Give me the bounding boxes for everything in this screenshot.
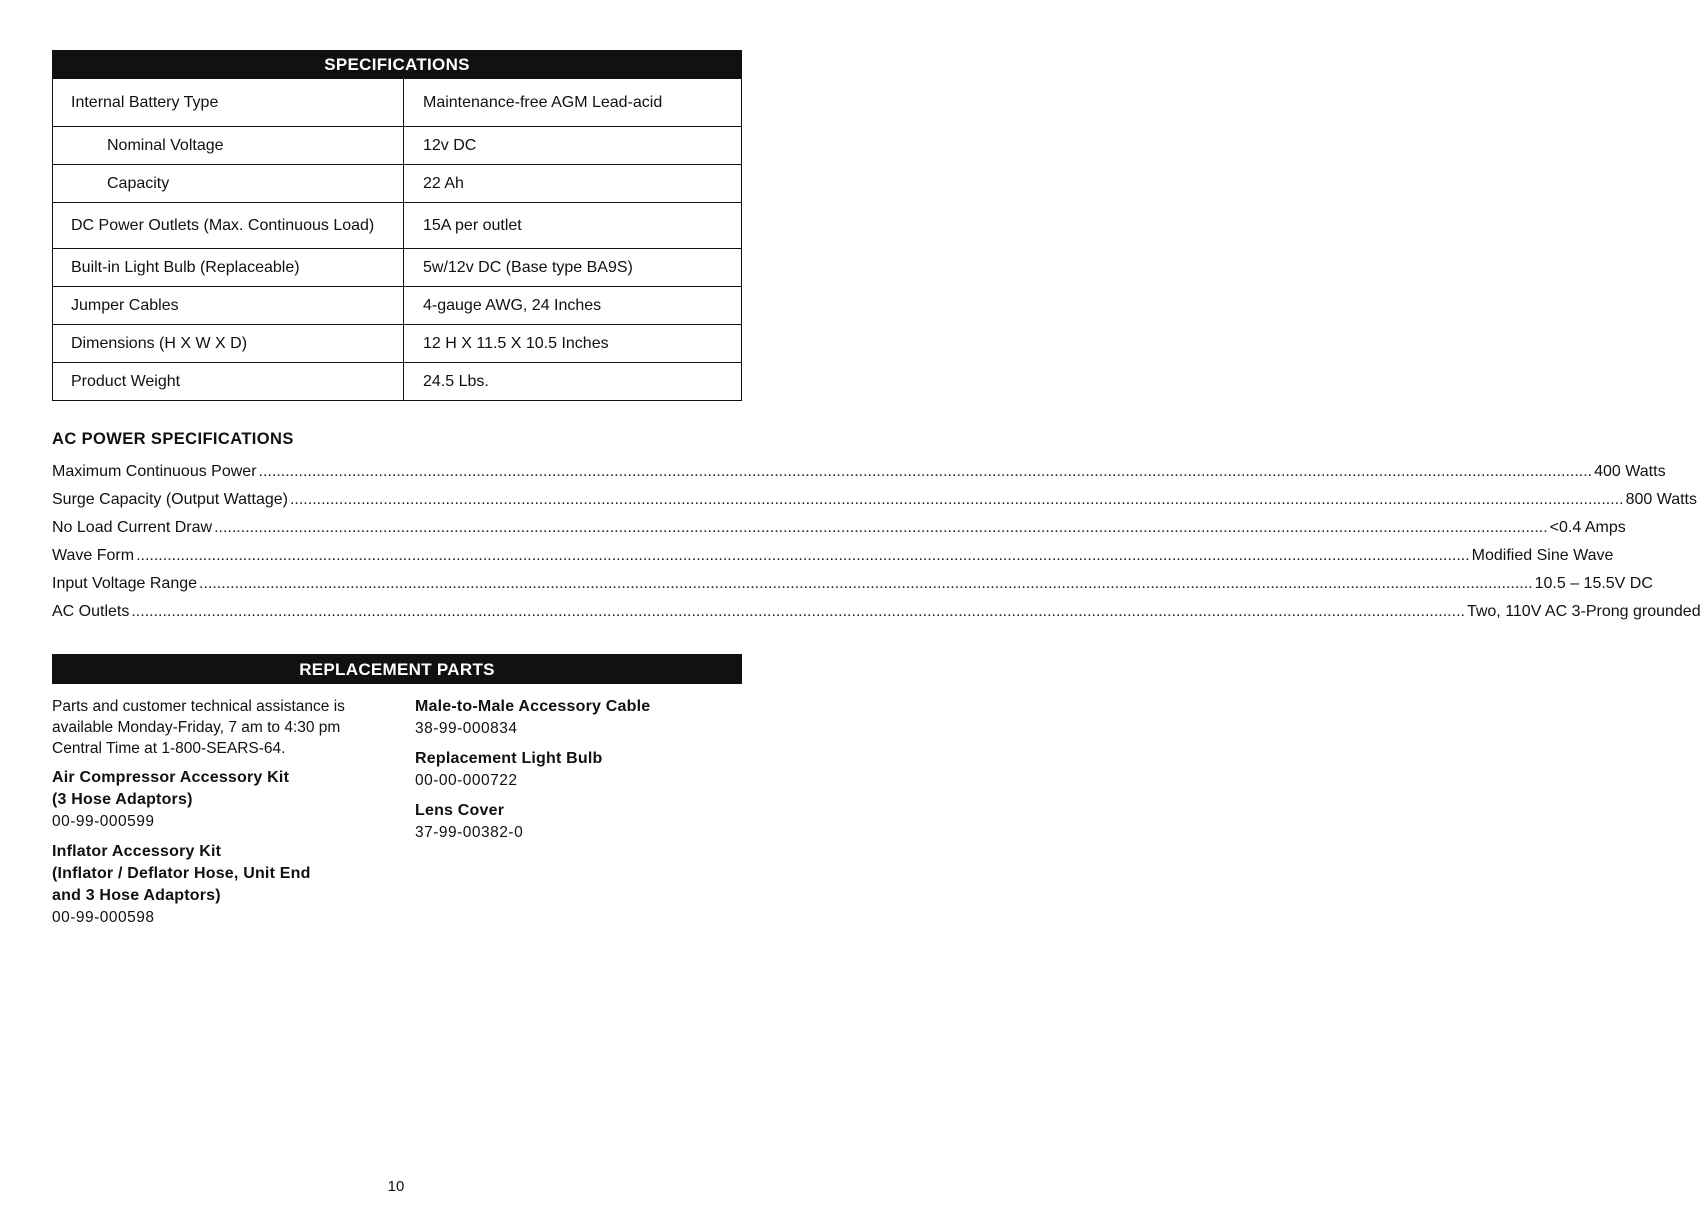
ac-power-row <box>52 598 1701 626</box>
part-item <box>415 748 735 792</box>
spec-label: Product Weight <box>53 363 404 401</box>
ac-power-row <box>52 486 1697 514</box>
part-item <box>52 767 392 833</box>
dot-leader: ............................................................................................................................................................................................................................................................................................................ <box>214 519 1548 536</box>
ac-power-label: Surge Capacity (Output Wattage) <box>52 491 288 508</box>
part-name: (3 Hose Adaptors) <box>52 791 193 808</box>
spec-row <box>53 325 742 363</box>
ac-power-value: 800 Watts <box>1625 491 1697 508</box>
spec-value: 4-gauge AWG, 24 Inches <box>404 287 742 325</box>
assistance-intro: Parts and customer technical assistance is available Monday-Friday, 7 am to 4:30 pm Central Time at 1-800-SEARS-64. <box>52 698 345 757</box>
ac-power-row <box>52 514 1626 542</box>
specifications-table <box>52 78 742 401</box>
replacement-parts-right-column <box>415 696 735 844</box>
part-name: and 3 Hose Adaptors) <box>52 887 221 904</box>
dot-leader: ............................................................................................................................................................................................................................................................................................................ <box>289 491 1624 508</box>
part-name: Lens Cover <box>415 802 505 819</box>
ac-power-row <box>52 570 1653 598</box>
dot-leader: ............................................................................................................................................................................................................................................................................................................ <box>258 463 1593 480</box>
replacement-parts-left-column <box>52 696 392 929</box>
ac-power-value: Two, 110V AC 3-Prong grounded <box>1466 603 1701 620</box>
ac-power-value: 400 Watts <box>1594 463 1666 480</box>
part-name: Air Compressor Accessory Kit <box>52 769 290 786</box>
spec-label: Nominal Voltage <box>53 127 404 165</box>
part-number: 37-99-00382-0 <box>415 824 524 841</box>
part-item <box>52 841 392 929</box>
spec-value: 24.5 Lbs. <box>404 363 742 401</box>
specifications-header: SPECIFICATIONS <box>52 50 742 78</box>
ac-power-label: Maximum Continuous Power <box>52 463 257 480</box>
ac-power-title: AC POWER SPECIFICATIONS <box>52 430 294 448</box>
part-item <box>415 800 735 844</box>
ac-power-label: Input Voltage Range <box>52 575 198 592</box>
spec-label: Jumper Cables <box>53 287 404 325</box>
ac-power-label: AC Outlets <box>52 603 130 620</box>
spec-value: 12 H X 11.5 X 10.5 Inches <box>404 325 742 363</box>
ac-power-value: Modified Sine Wave <box>1471 547 1614 564</box>
spec-value: Maintenance-free AGM Lead-acid <box>404 79 742 127</box>
part-number: 00-00-000722 <box>415 772 518 789</box>
replacement-parts-header: REPLACEMENT PARTS <box>52 654 742 684</box>
dot-leader: ............................................................................................................................................................................................................................................................................................................ <box>136 547 1470 564</box>
dot-leader: ............................................................................................................................................................................................................................................................................................................ <box>199 575 1533 592</box>
spec-label: Dimensions (H X W X D) <box>53 325 404 363</box>
spec-row <box>53 203 742 249</box>
spec-label: Internal Battery Type <box>53 79 404 127</box>
ac-power-row <box>52 458 1666 486</box>
part-name: Inflator Accessory Kit <box>52 843 222 860</box>
ac-power-row <box>52 542 1614 570</box>
spec-row <box>53 287 742 325</box>
spec-label: DC Power Outlets (Max. Continuous Load) <box>53 203 404 249</box>
ac-power-label: No Load Current Draw <box>52 519 213 536</box>
ac-power-list <box>52 458 1701 626</box>
page-number: 10 <box>387 1178 405 1195</box>
part-number: 00-99-000598 <box>52 909 155 926</box>
spec-row <box>53 127 742 165</box>
ac-power-label: Wave Form <box>52 547 135 564</box>
part-number: 00-99-000599 <box>52 813 155 830</box>
spec-value: 12v DC <box>404 127 742 165</box>
spec-label: Built-in Light Bulb (Replaceable) <box>53 249 404 287</box>
part-item <box>415 696 735 740</box>
part-name: Male-to-Male Accessory Cable <box>415 698 651 715</box>
dot-leader: ............................................................................................................................................................................................................................................................................................................ <box>131 603 1465 620</box>
spec-value: 5w/12v DC (Base type BA9S) <box>404 249 742 287</box>
spec-row <box>53 79 742 127</box>
spec-value: 22 Ah <box>404 165 742 203</box>
ac-power-value: <0.4 Amps <box>1549 519 1626 536</box>
spec-row <box>53 165 742 203</box>
part-name: (Inflator / Deflator Hose, Unit End <box>52 865 311 882</box>
part-name: Replacement Light Bulb <box>415 750 603 767</box>
spec-row <box>53 249 742 287</box>
ac-power-value: 10.5 – 15.5V DC <box>1534 575 1653 592</box>
spec-value: 15A per outlet <box>404 203 742 249</box>
part-number: 38-99-000834 <box>415 720 518 737</box>
spec-label: Capacity <box>53 165 404 203</box>
spec-row <box>53 363 742 401</box>
